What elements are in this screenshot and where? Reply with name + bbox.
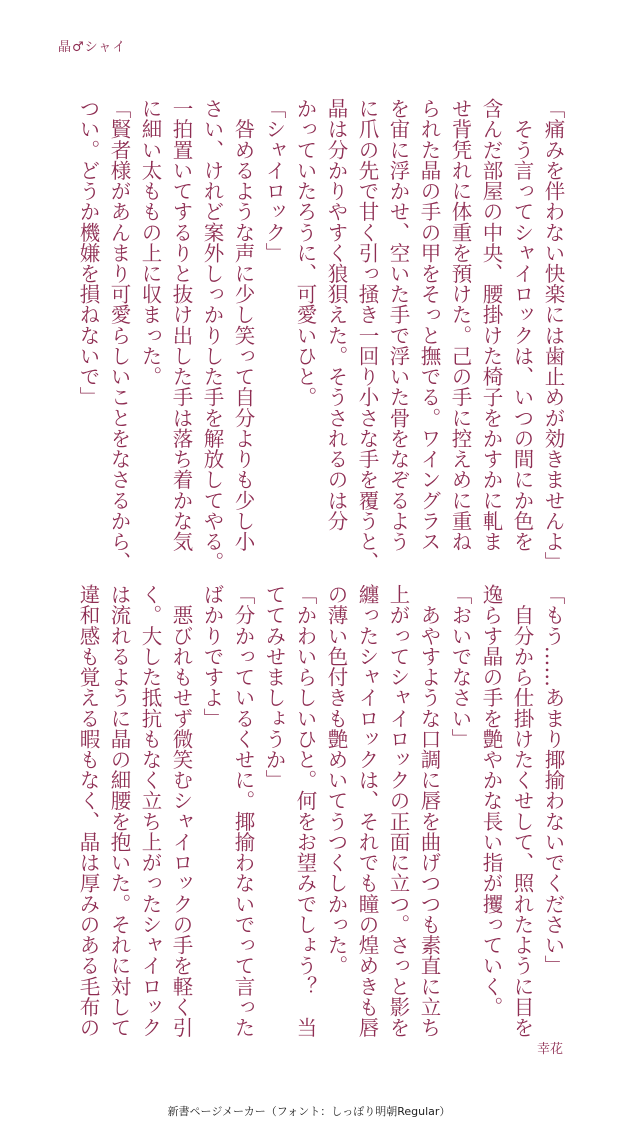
text-line: 一拍置いてするりと抜け出した手は落ち着かな気 <box>169 98 193 552</box>
text-line: 含んだ部屋の中央、腰掛けた椅子をかすかに軋ま <box>479 98 503 552</box>
text-line: さい、けれど案外しっかりした手を解放してやる。 <box>200 98 224 573</box>
text-line: く。大した抵抗もなく立ち上がったシャイロック <box>138 584 162 1038</box>
text-line: 自分から仕掛けたくせして、照れたように目を <box>510 584 534 1038</box>
text-line: 悪びれもせず微笑むシャイロックの手を軽く引 <box>169 584 193 1038</box>
text-line: 「かわいらしいひと。何をお望みでしょう？ 当 <box>293 584 317 1038</box>
text-line: せ背凭れに体重を預けた。己の手に控えめに重ね <box>448 98 472 552</box>
text-line: 逸らす晶の手を艶やかな長い指が攫っていく。 <box>479 584 503 1018</box>
text-line: あやすような口調に唇を曲げつつも素直に立ち <box>417 584 441 1038</box>
text-line: そう言ってシャイロックは、いつの間にか色を <box>510 98 534 552</box>
text-line: 「分かっているくせに。揶揄わないでって言った <box>231 584 255 1038</box>
text-line: 「シャイロック」 <box>262 98 286 263</box>
text-line: 「もう……あまり揶揄わないでください」 <box>541 584 565 976</box>
text-line: 「おいでなさい」 <box>448 584 472 749</box>
text-line: の薄い色付きも艶めいてうつくしかった。 <box>324 584 348 976</box>
font-credit: 新書ページメーカー（フォント：しっぽり明朝Regular） <box>167 1105 451 1118</box>
text-line: ててみせましょうか」 <box>262 584 286 791</box>
text-line: を宙に浮かせ、空いた手で浮いた骨をなぞるよう <box>386 98 410 552</box>
text-line: 纏ったシャイロックは、それでも瞳の煌めきも唇 <box>355 584 379 1038</box>
text-line: られた晶の手の甲をそっと撫でる。ワイングラス <box>417 98 441 552</box>
text-line: に細い太ももの上に収まった。 <box>138 98 162 387</box>
text-line: 違和感も覚える暇もなく、晶は厚みのある毛布の <box>76 584 100 1038</box>
text-line: ばかりですよ」 <box>200 584 224 729</box>
text-line: は流れるように晶の細腰を抱いた。それに対して <box>107 584 131 1038</box>
author-name: 幸花 <box>536 1042 563 1057</box>
text-line: 「痛みを伴わない快楽には歯止めが効きませんよ」 <box>541 98 565 573</box>
text-column-block-bottom <box>72 584 568 1038</box>
text-line: つい。どうか機嫌を損ねないで」 <box>76 98 100 408</box>
text-line: 「賢者様があんまり可愛らしいことをなさるから、 <box>107 98 131 573</box>
text-line: 上がってシャイロックの正面に立つ。さっと影を <box>386 584 410 1038</box>
text-line: 晶は分かりやすく狼狽えた。そうされるのは分 <box>324 98 348 532</box>
text-line: かっていたろうに、可愛いひと。 <box>293 98 317 408</box>
text-column-block-top <box>72 98 568 572</box>
page-header-title: 晶♂シャイ <box>58 40 127 55</box>
text-line: 咎めるような声に少し笑って自分よりも少し小 <box>231 98 255 552</box>
text-line: に爪の先で甘く引っ掻き一回り小さな手を覆うと、 <box>355 98 379 573</box>
